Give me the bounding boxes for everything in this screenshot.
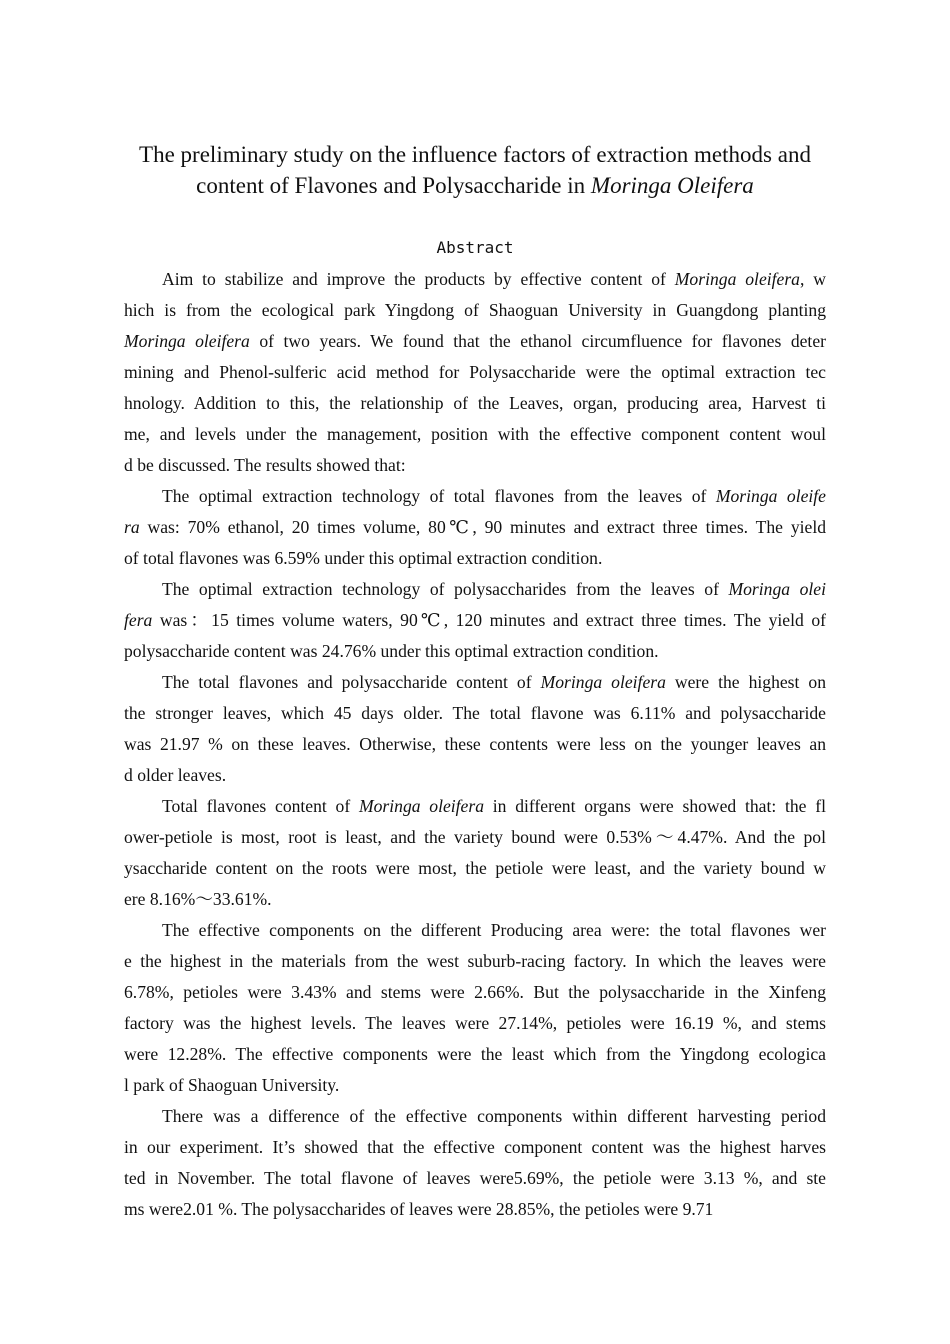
text-line (124, 1132, 826, 1163)
title-species-name: Moringa Oleifera (590, 173, 754, 198)
text-line (124, 574, 826, 605)
text-run: the stronger leaves, which 45 days older. The total flavone was 6.11% and polysaccharide (124, 703, 826, 723)
abstract-paragraph (124, 1101, 826, 1225)
species-name: Moringa oleifera (674, 269, 800, 289)
text-line (124, 512, 826, 543)
species-name: fera (124, 610, 153, 630)
text-line (124, 667, 826, 698)
text-run: of total flavones was 6.59% under this optimal extraction condition. (124, 548, 603, 568)
text-run: , w (799, 269, 826, 289)
text-line (124, 264, 826, 295)
text-line (124, 853, 826, 884)
text-run: Aim to stabilize and improve the products by effective content of (162, 269, 675, 289)
title-line-2 (110, 170, 840, 201)
text-run: was 21.97 % on these leaves. Otherwise, these contents were less on the younger leaves an (124, 734, 826, 754)
text-line (124, 822, 826, 853)
text-line (124, 388, 826, 419)
abstract-paragraph (124, 574, 826, 667)
species-name: Moringa oleife (715, 486, 826, 506)
text-line (124, 1163, 826, 1194)
text-line (124, 698, 826, 729)
text-run: The total flavones and polysaccharide content of (162, 672, 541, 692)
text-line (124, 543, 826, 574)
text-run: factory was the highest levels. The leaves were 27.14%, petioles were 16.19 %, and stems (124, 1013, 826, 1033)
text-line (124, 326, 826, 357)
text-run: hnology. Addition to this, the relationship of the Leaves, organ, producing area, Harvest ti (124, 393, 826, 413)
text-line (124, 605, 826, 636)
text-run: was：15 times volume waters, 90℃, 120 minutes and extract three times. The yield of (152, 610, 826, 630)
text-run: mining and Phenol-sulferic acid method for Polysaccharide were the optimal extraction tec (124, 362, 826, 382)
text-line (124, 295, 826, 326)
text-run: ted in November. The total flavone of leaves were5.69%, the petiole were 3.13 %, and ste (124, 1168, 826, 1188)
text-run: ower-petiole is most, root is least, and the variety bound were 0.53%～4.47%. And the pol (124, 827, 826, 847)
text-run: d older leaves. (124, 765, 227, 785)
text-run: hich is from the ecological park Yingdong of Shaoguan University in Guangdong planting (124, 300, 826, 320)
text-line (124, 791, 826, 822)
text-run: 6.78%, petioles were 3.43% and stems were 2.66%. But the polysaccharide in the Xinfeng (124, 982, 826, 1002)
text-line (124, 357, 826, 388)
text-line (124, 450, 826, 481)
species-name: Moringa oleifera (358, 796, 485, 816)
abstract-body (124, 264, 826, 1225)
text-run: of two years. We found that the ethanol circumfluence for flavones deter (249, 331, 826, 351)
abstract-heading: Abstract (436, 238, 514, 257)
text-line (124, 946, 826, 977)
abstract-paragraph (124, 481, 826, 574)
text-run: were 12.28%. The effective components were the least which from the Yingdong ecologica (124, 1044, 826, 1064)
text-line (124, 1039, 826, 1070)
text-run: in our experiment. It’s showed that the effective component content was the highest harves (124, 1137, 826, 1157)
abstract-paragraph (124, 915, 826, 1101)
text-run: There was a difference of the effective components within different harvesting period (162, 1106, 826, 1126)
text-line (124, 1101, 826, 1132)
text-run: in different organs were showed that: the fl (484, 796, 826, 816)
text-line (124, 977, 826, 1008)
text-run: polysaccharide content was 24.76% under this optimal extraction condition. (124, 641, 659, 661)
text-run: The optimal extraction technology of total flavones from the leaves of (162, 486, 716, 506)
text-line (124, 419, 826, 450)
text-run: e the highest in the materials from the west suburb-racing factory. In which the leaves were (124, 951, 826, 971)
paper-title (110, 139, 840, 201)
title-line-2-text: content of Flavones and Polysaccharide in (196, 173, 591, 198)
text-line (124, 1008, 826, 1039)
text-line (124, 636, 826, 667)
text-run: ysaccharide content on the roots were most, the petiole were least, and the variety bound w (124, 858, 826, 878)
text-run: was: 70% ethanol, 20 times volume, 80℃, 90 minutes and extract three times. The yield (139, 517, 826, 537)
text-run: The optimal extraction technology of polysaccharides from the leaves of (162, 579, 729, 599)
text-run: l park of Shaoguan University. (124, 1075, 340, 1095)
species-name: Moringa olei (728, 579, 826, 599)
title-line-1: The preliminary study on the influence factors of extraction methods and (139, 142, 811, 167)
text-line (124, 915, 826, 946)
text-line (124, 760, 826, 791)
text-line (124, 481, 826, 512)
text-line (124, 884, 826, 915)
text-line (124, 1070, 826, 1101)
species-name: Moringa oleifera (540, 672, 666, 692)
abstract-paragraph (124, 791, 826, 915)
text-line (124, 1194, 826, 1225)
text-run: me, and levels under the management, position with the effective component content woul (124, 424, 826, 444)
abstract-paragraph (124, 667, 826, 791)
text-run: were the highest on (665, 672, 827, 692)
text-run: d be discussed. The results showed that: (124, 455, 406, 475)
text-run: The effective components on the different Producing area were: the total flavones wer (162, 920, 826, 940)
text-run: ms were2.01 %. The polysaccharides of leaves were 28.85%, the petioles were 9.71 (124, 1199, 714, 1219)
text-run: Total flavones content of (162, 796, 359, 816)
species-name: Moringa oleifera (124, 331, 250, 351)
abstract-paragraph (124, 264, 826, 481)
species-name: ra (124, 517, 140, 537)
text-line (124, 729, 826, 760)
text-run: ere 8.16%～33.61%. (124, 889, 272, 909)
